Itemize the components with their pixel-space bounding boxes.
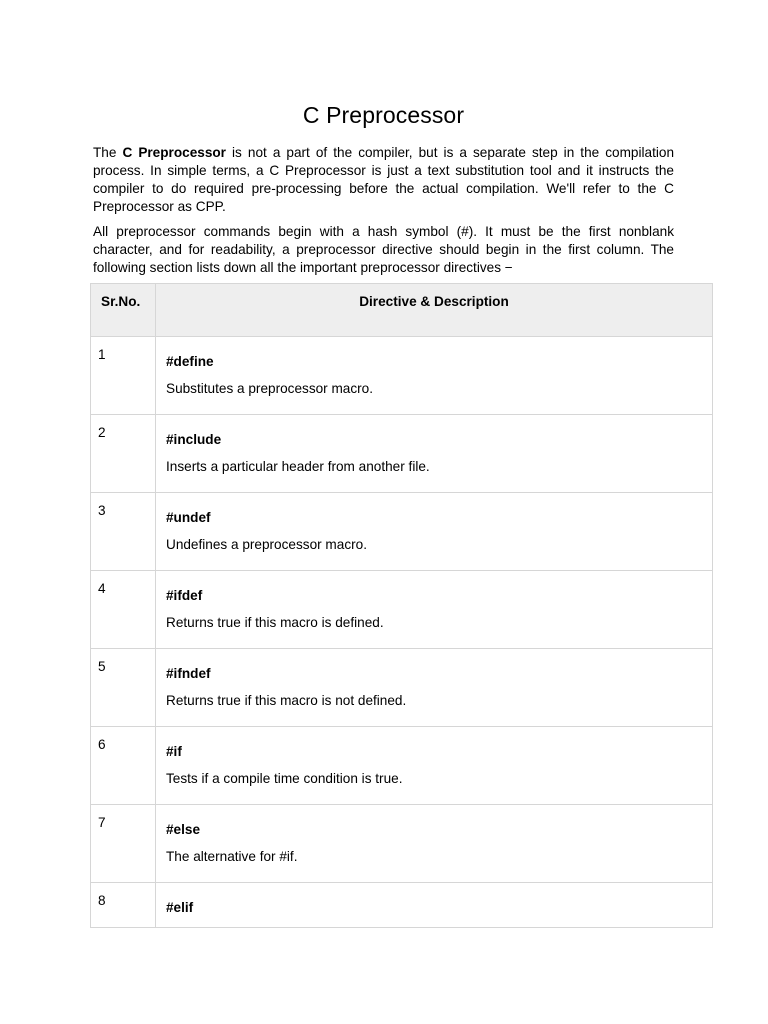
directive-description: Returns true if this macro is defined. xyxy=(166,615,384,630)
row-content xyxy=(156,649,713,727)
directive-name: #include xyxy=(166,432,222,447)
directive-name: #ifndef xyxy=(166,666,211,681)
directives-paragraph: All preprocessor commands begin with a hash symbol (#). It must be the first nonblank character, and for readability, a preprocessor directive should begin in the first column. The following section lists down all the important preprocessor directives − xyxy=(93,224,674,275)
directives-table xyxy=(90,283,713,928)
directive-name: #else xyxy=(166,822,201,837)
row-content xyxy=(156,727,713,805)
directive-description: Tests if a compile time condition is true. xyxy=(166,771,403,786)
directive-name: #if xyxy=(166,744,182,759)
row-number: 6 xyxy=(91,727,156,805)
directive-description: Undefines a preprocessor macro. xyxy=(166,537,367,552)
intro-rest: is not a part of the compiler, but is a separate step in the compilation process. In simple terms, a C Preprocessor is just a text substitution tool and it instructs the compiler to do required pre-processing before the actual compilation. We'll refer to the C Preprocessor as CPP. xyxy=(93,145,674,214)
row-number: 7 xyxy=(91,805,156,883)
directives-table-container xyxy=(90,283,712,928)
directive-name: #undef xyxy=(166,510,211,525)
row-content xyxy=(156,493,713,571)
row-number: 8 xyxy=(91,883,156,928)
directive-description: Inserts a particular header from another file. xyxy=(166,459,430,474)
table-row xyxy=(91,727,713,805)
intro-paragraph xyxy=(93,144,674,216)
row-number: 2 xyxy=(91,415,156,493)
row-number: 3 xyxy=(91,493,156,571)
table-row xyxy=(91,415,713,493)
row-number: 5 xyxy=(91,649,156,727)
directive-description: Substitutes a preprocessor macro. xyxy=(166,381,374,396)
row-number: 4 xyxy=(91,571,156,649)
page-title: C Preprocessor xyxy=(302,102,465,128)
directive-description: Returns true if this macro is not defined. xyxy=(166,693,407,708)
table-row xyxy=(91,805,713,883)
table-header-row xyxy=(91,284,713,337)
header-sr-no: Sr.No. xyxy=(91,284,156,337)
header-directive-description: Directive & Description xyxy=(156,284,713,337)
directive-description: The alternative for #if. xyxy=(166,849,298,864)
table-row xyxy=(91,571,713,649)
intro-lead: The xyxy=(93,145,123,160)
directive-name: #elif xyxy=(166,900,194,915)
table-row xyxy=(91,493,713,571)
row-content xyxy=(156,337,713,415)
intro-term: C Preprocessor xyxy=(122,145,226,160)
directive-name: #define xyxy=(166,354,214,369)
document-body xyxy=(93,100,674,284)
table-row xyxy=(91,337,713,415)
row-content xyxy=(156,805,713,883)
row-number: 1 xyxy=(91,337,156,415)
row-content xyxy=(156,415,713,493)
row-content xyxy=(156,571,713,649)
row-content xyxy=(156,883,713,928)
table-row xyxy=(91,883,713,928)
table-row xyxy=(91,649,713,727)
directive-name: #ifdef xyxy=(166,588,203,603)
